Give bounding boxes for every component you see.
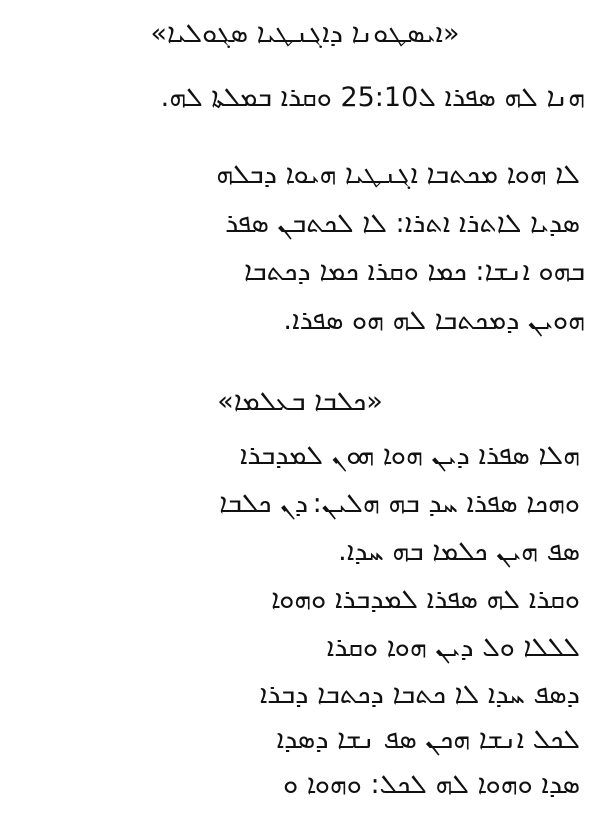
paragraph-1-line: ܣܕܝܐ ܠܐܬܪܐ ܐܬܪܐ: ܠܐ ܠܟܬܒܢ ܣܦܪ [225, 208, 580, 239]
paragraph-1-line: ܗܘܝܢ ܕܡܟܬܒܐ ܠܗ ܗܘ ܣܦܪܐ. [283, 305, 585, 336]
paragraph-2-line: ܘܗܟܐ ܣܦܪܐ ܚܕ ܒܗ ܗܠܝܢ: ܕܢ ܟܠܒܐ [219, 488, 580, 519]
section-title-1: «ܐܝܣܛܘܢܐ ܕܐܓܢܛܝܐ ܣܓܘܠܝܐ» [150, 18, 460, 49]
paragraph-1-line: ܠܐ ܗܘܐ ܡܟܬܒܐ ܐܓܢܛܝܐ ܗܝܘܐ ܕܒܠܗ [216, 159, 580, 190]
paragraph-2-line: ܕܣܦ ܚܕܐ ܠܐ ܟܬܒܐ ܕܟܬܒܐ ܕܒܪܐ [259, 679, 580, 710]
paragraph-2-line: ܠܠܠܐ ܘܠ ܕܝܢ ܗܘܐ ܘܩܪܐ [326, 632, 580, 663]
section-title-2: «ܟܠܒܐ ܒܥܠܡܐ» [217, 386, 383, 417]
paragraph-2-line: ܣܦ ܗܝܢ ܟܠܡܐ ܒܗ ܚܕܐ. [338, 536, 580, 567]
paragraph-2-line: ܣܕܐ ܘܗܘܐ ܠܗ ܠܟܠ: ܘܗܘܐ ܘ [283, 769, 580, 800]
paragraph-1-line: ܒܗܘ ܐܢܫܐ: ܟܡܐ ܘܩܪܐ ܟܡܐ ܕܟܬܒܐ [243, 256, 585, 287]
paragraph-2-line: ܘܩܪܐ ܠܗ ܣܦܪܐ ܠܡܕܒܪܐ ܘܗܘܐ [271, 584, 580, 615]
date-line: ܗܢܐ ܠܗ ܣܦܪܐ ܠ25:10 ܘܩܪܐ ܒܡܠܬܐ ܠܗ. [160, 82, 585, 113]
paragraph-2-line: ܠܟܠ ܐܢܫܐ ܗܟܢ ܣܦ ܢܫܐ ܕܣܕܐ [276, 724, 580, 755]
paragraph-2-line: ܗܠܐ ܣܦܪܐ ܕܝܢ ܗܘܐ ܗܘܢ ܠܡܕܒܪܐ [239, 440, 580, 471]
